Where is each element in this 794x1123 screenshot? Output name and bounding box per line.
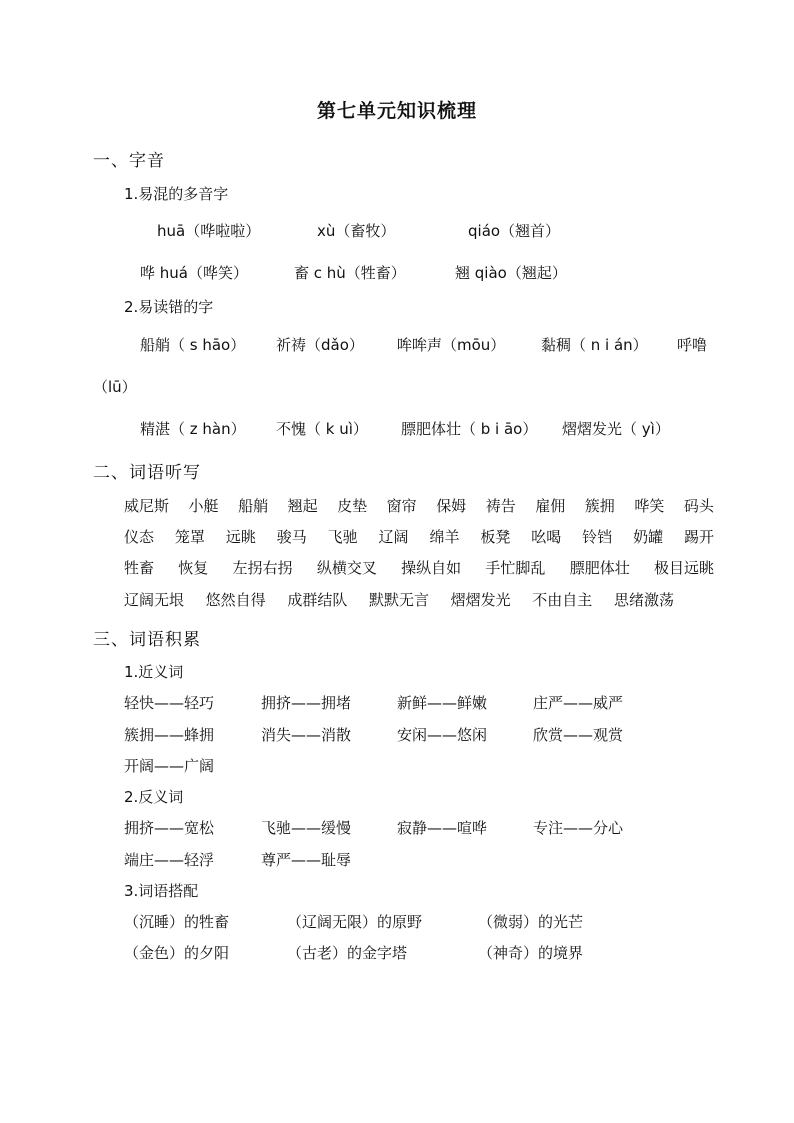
word-line — [124, 526, 714, 547]
word: 极目远眺 — [653, 559, 714, 577]
subheading-polyphonic: 1.易混的多音字 — [124, 185, 229, 203]
word-line — [124, 589, 674, 610]
pinyin-item: 精湛（ z hàn） — [140, 420, 246, 438]
pinyin-item: 黏稠（ n i án） — [541, 336, 648, 354]
word: 保姆 — [436, 497, 467, 515]
word: 手忙脚乱 — [485, 559, 546, 577]
pinyin-item: 熠熠发光（ yì） — [562, 420, 670, 438]
word: 踢开 — [683, 528, 714, 546]
word-pair: 开阔——广阔 — [124, 757, 215, 775]
word: 默默无言 — [368, 591, 429, 609]
word-pair: 寂静——喧哗 — [397, 819, 488, 837]
word: 熠熠发光 — [450, 591, 511, 609]
word-pair: 庄严——威严 — [533, 694, 624, 712]
word: 吆喝 — [531, 528, 562, 546]
word: 码头 — [683, 497, 714, 515]
word: 铃铛 — [582, 528, 613, 546]
word: 绵羊 — [429, 528, 460, 546]
subheading-antonyms: 2.反义词 — [124, 788, 184, 806]
pinyin-item: 呼噜 — [677, 336, 708, 354]
word: 哗笑 — [634, 497, 665, 515]
section-heading-dictation: 二、词语听写 — [93, 463, 201, 483]
word: 不由自主 — [532, 591, 593, 609]
subheading-collocations: 3.词语搭配 — [124, 882, 199, 900]
word-pair: 欣赏——观赏 — [533, 726, 624, 744]
word: 辽阔 — [378, 528, 409, 546]
word-pair: 安闲——悠闲 — [397, 726, 488, 744]
pinyin-item: 船艄（ s hāo） — [140, 336, 246, 354]
pinyin-item: huā（哗啦啦） — [157, 222, 261, 240]
collocation-item: （辽阔无限）的原野 — [287, 913, 423, 931]
word: 雇佣 — [535, 497, 566, 515]
pinyin-item: 翘 qiào（翘起） — [455, 264, 567, 282]
word: 悠然自得 — [205, 591, 266, 609]
word: 簇拥 — [584, 497, 615, 515]
pinyin-item: qiáo（翘首） — [468, 222, 561, 240]
word: 操纵自如 — [401, 559, 462, 577]
subheading-misread: 2.易读错的字 — [124, 298, 214, 316]
collocation-item: （神奇）的境界 — [478, 944, 584, 962]
pinyin-item: 畜 c hù（牲畜） — [294, 264, 406, 282]
word: 牲畜 — [124, 559, 155, 577]
word-pair: 拥挤——宽松 — [124, 819, 215, 837]
word-line — [124, 557, 714, 578]
word: 笼罩 — [174, 528, 205, 546]
word: 板凳 — [480, 528, 511, 546]
word: 皮垫 — [337, 497, 368, 515]
word-pair: 轻快——轻巧 — [124, 694, 215, 712]
word-pair: 专注——分心 — [533, 819, 624, 837]
pinyin-item: 祈祷（dǎo） — [276, 336, 364, 354]
collocation-item: （古老）的金字塔 — [287, 944, 408, 962]
word-pair: 端庄——轻浮 — [124, 851, 215, 869]
word-pair: 消失——消散 — [261, 726, 352, 744]
word-pair: 飞驰——缓慢 — [261, 819, 352, 837]
word: 仪态 — [124, 528, 155, 546]
word: 奶罐 — [633, 528, 664, 546]
pinyin-item: 膘肥体壮（ b i āo） — [401, 420, 538, 438]
word: 窗帘 — [386, 497, 417, 515]
word-pair: 尊严——耻辱 — [261, 851, 352, 869]
word: 纵横交叉 — [316, 559, 377, 577]
word: 辽阔无垠 — [124, 591, 185, 609]
pinyin-item: xù（畜牧） — [317, 222, 396, 240]
word-pair: 新鲜——鲜嫩 — [397, 694, 488, 712]
word-pair: 簇拥——蜂拥 — [124, 726, 215, 744]
section-heading-accumulation: 三、词语积累 — [93, 630, 201, 650]
word: 恢复 — [178, 559, 209, 577]
word-line — [124, 495, 714, 516]
collocation-item: （微弱）的光芒 — [478, 913, 584, 931]
section-heading-pronunciation: 一、字音 — [93, 151, 165, 171]
collocation-item: （沉睡）的牲畜 — [124, 913, 230, 931]
collocation-item: （金色）的夕阳 — [124, 944, 230, 962]
word: 翘起 — [287, 497, 318, 515]
pinyin-item: （lū） — [93, 378, 137, 396]
word: 思绪激荡 — [613, 591, 674, 609]
pinyin-item: 不愧（ k uì） — [276, 420, 368, 438]
word: 膘肥体壮 — [569, 559, 630, 577]
word: 左拐右拐 — [232, 559, 293, 577]
pinyin-item: 哞哞声（mōu） — [397, 336, 506, 354]
word: 祷告 — [485, 497, 516, 515]
word: 骏马 — [276, 528, 307, 546]
word: 远眺 — [225, 528, 256, 546]
word: 飞驰 — [327, 528, 358, 546]
word-pair: 拥挤——拥堵 — [261, 694, 352, 712]
word: 船艄 — [238, 497, 269, 515]
word: 小艇 — [188, 497, 219, 515]
subheading-synonyms: 1.近义词 — [124, 663, 184, 681]
word: 威尼斯 — [124, 497, 170, 515]
pinyin-item: 哗 huá（哗笑） — [140, 264, 248, 282]
page-title: 第七单元知识梳理 — [316, 100, 477, 122]
word: 成群结队 — [287, 591, 348, 609]
